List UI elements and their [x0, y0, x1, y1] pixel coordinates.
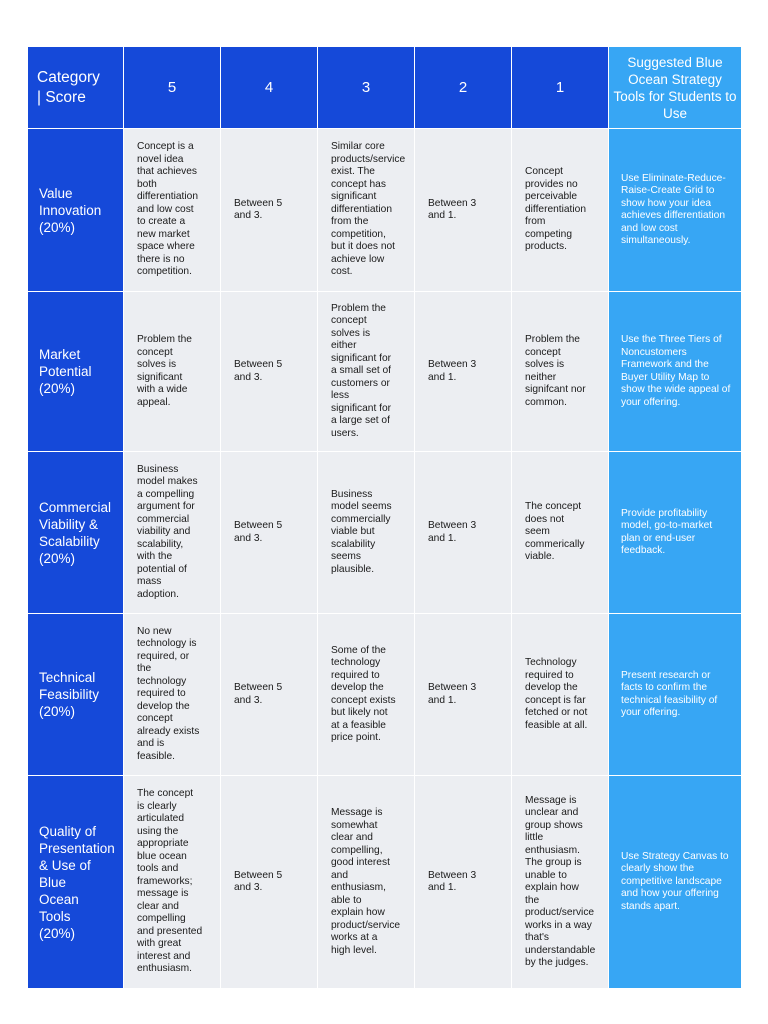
- cell-score-2: Between 3 and 1.: [415, 129, 512, 292]
- row-category: Market Potential (20%): [28, 292, 124, 452]
- cell-score-5: The concept is clearly articulated using the appropriate blue ocean tools and frameworks; message is clear and compelling and presented with great interest and enthusiasm.: [124, 776, 221, 989]
- header-row: [28, 47, 742, 129]
- cell-score-5: Concept is a novel idea that achieves both differentiation and low cost to create a new market space where there is no competition.: [124, 129, 221, 292]
- cell-score-3: Business model seems commercially viable but scalability seems plausible.: [318, 452, 415, 614]
- cell-score-3: Message is somewhat clear and compelling, good interest and enthusiasm, able to explain how product/service works at a high level.: [318, 776, 415, 989]
- cell-score-2: Between 3 and 1.: [415, 776, 512, 989]
- table-row-quality-of-presentation: [28, 776, 742, 989]
- cell-score-4: Between 5 and 3.: [221, 292, 318, 452]
- rubric-table: [27, 46, 742, 989]
- cell-suggested-tool: Use Strategy Canvas to clearly show the competitive landscape and how your offering stands apart.: [609, 776, 742, 989]
- row-category: Technical Feasibility (20%): [28, 614, 124, 776]
- cell-score-5: No new technology is required, or the technology required to develop the concept already exists and is feasible.: [124, 614, 221, 776]
- cell-score-1: The concept does not seem commerically viable.: [512, 452, 609, 614]
- cell-score-1: Technology required to develop the concept is far fetched or not feasible at all.: [512, 614, 609, 776]
- header-suggested-tools: Suggested Blue Ocean Strategy Tools for Students to Use: [609, 47, 742, 129]
- cell-score-1: Problem the concept solves is neither signifcant nor common.: [512, 292, 609, 452]
- cell-score-5: Business model makes a compelling argument for commercial viability and scalability, with the potential of mass adoption.: [124, 452, 221, 614]
- cell-score-5: Problem the concept solves is significant with a wide appeal.: [124, 292, 221, 452]
- header-score-1: 1: [512, 47, 609, 129]
- cell-suggested-tool: Use Eliminate-Reduce- Raise-Create Grid to show how your idea achieves differentiation and low cost simultaneously.: [609, 129, 742, 292]
- header-score-3: 3: [318, 47, 415, 129]
- row-category: Quality of Presentation & Use of Blue Ocean Tools (20%): [28, 776, 124, 989]
- header-category-score: Category | Score: [28, 47, 124, 129]
- table-row-market-potential: [28, 292, 742, 452]
- header-score-4: 4: [221, 47, 318, 129]
- row-category: Value Innovation (20%): [28, 129, 124, 292]
- cell-suggested-tool: Present research or facts to confirm the technical feasibility of your offering.: [609, 614, 742, 776]
- cell-score-1: Concept provides no perceivable differentiation from competing products.: [512, 129, 609, 292]
- cell-score-4: Between 5 and 3.: [221, 776, 318, 989]
- cell-suggested-tool: Use the Three Tiers of Noncustomers Framework and the Buyer Utility Map to show the wide appeal of your offering.: [609, 292, 742, 452]
- row-category: Commercial Viability & Scalability (20%): [28, 452, 124, 614]
- header-score-2: 2: [415, 47, 512, 129]
- header-score-5: 5: [124, 47, 221, 129]
- cell-score-1: Message is unclear and group shows little enthusiasm. The group is unable to explain how the product/service works in a way that's understandable by the judges.: [512, 776, 609, 989]
- cell-score-2: Between 3 and 1.: [415, 452, 512, 614]
- cell-score-4: Between 5 and 3.: [221, 614, 318, 776]
- cell-score-2: Between 3 and 1.: [415, 292, 512, 452]
- cell-score-3: Similar core products/service exist. The concept has significant differentiation from the competition, but it does not achieve low cost.: [318, 129, 415, 292]
- cell-score-3: Problem the concept solves is either significant for a small set of customers or less significant for a large set of users.: [318, 292, 415, 452]
- cell-suggested-tool: Provide profitability model, go-to-market plan or end-user feedback.: [609, 452, 742, 614]
- cell-score-4: Between 5 and 3.: [221, 452, 318, 614]
- table-row-technical-feasibility: [28, 614, 742, 776]
- cell-score-4: Between 5 and 3.: [221, 129, 318, 292]
- cell-score-2: Between 3 and 1.: [415, 614, 512, 776]
- table-row-value-innovation: [28, 129, 742, 292]
- cell-score-3: Some of the technology required to develop the concept exists but likely not at a feasible price point.: [318, 614, 415, 776]
- table-row-commercial-viability: [28, 452, 742, 614]
